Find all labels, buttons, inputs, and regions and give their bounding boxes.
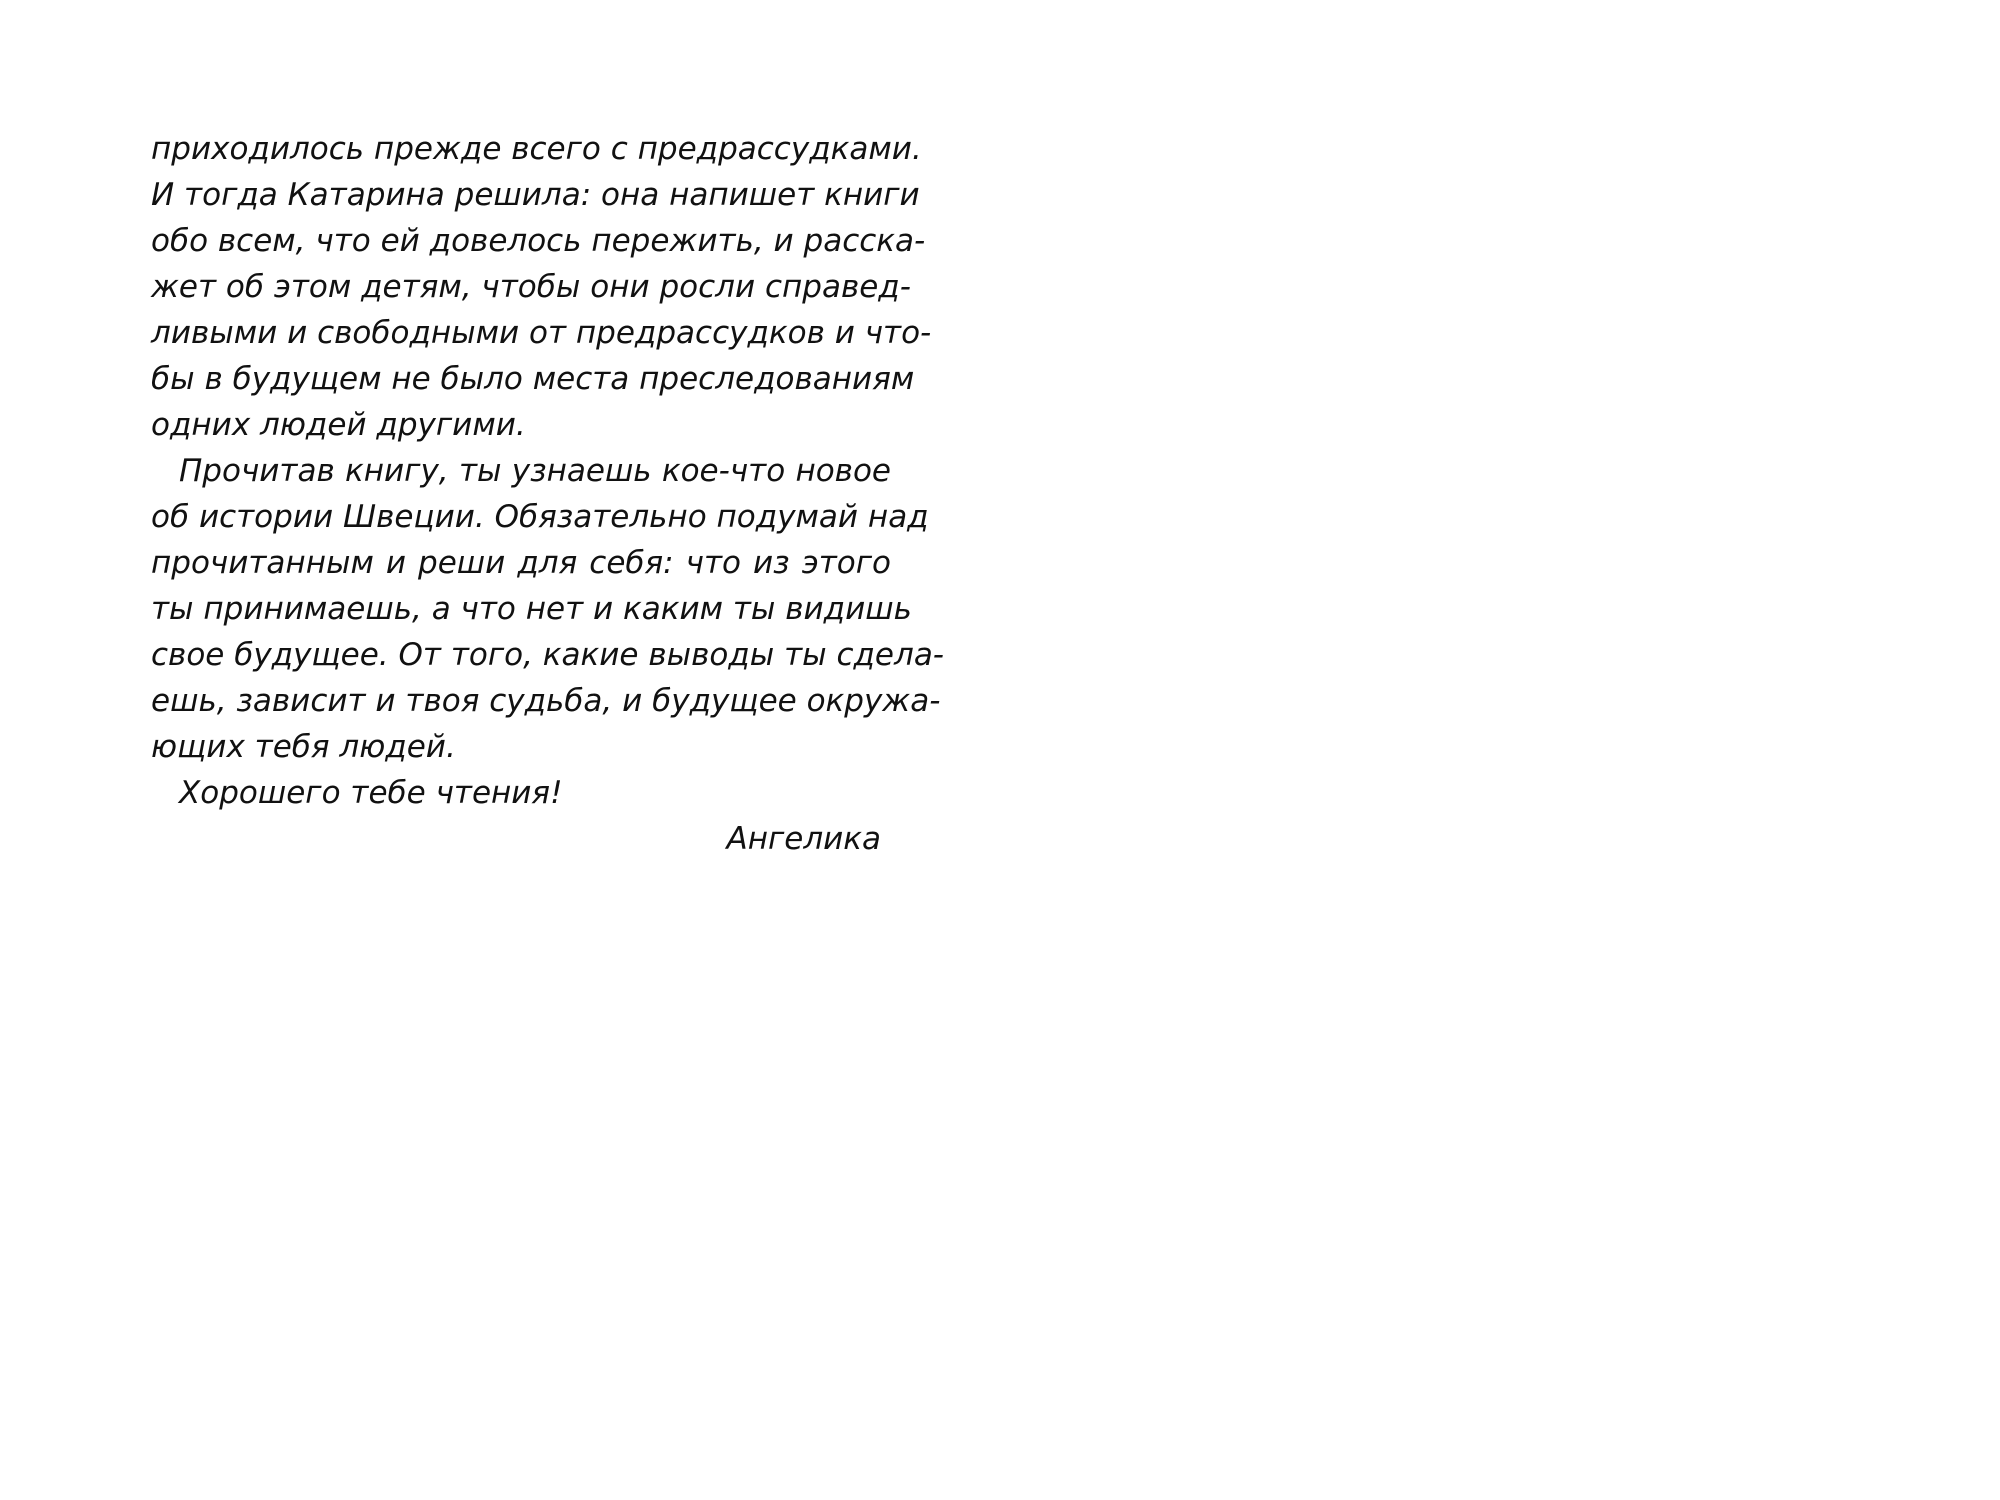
text-line: приходилось прежде всего с предрассудками.	[151, 131, 922, 167]
page-text	[151, 126, 944, 862]
text-line: обо всем, что ей довелось пережить, и расска-	[151, 223, 926, 259]
text-line: жет об этом детям, чтобы они росли справед-	[151, 269, 911, 305]
text-line: ты принимаешь, а что нет и каким ты видишь	[151, 591, 912, 627]
paragraph-1	[151, 126, 932, 448]
text-line: Прочитав книгу, ты узнаешь кое-что новое	[179, 453, 891, 489]
text-line: ешь, зависит и твоя судьба, и будущее окружа-	[151, 683, 941, 719]
text-line: бы в будущем не было места преследованиям	[151, 361, 915, 397]
closing-line: Хорошего тебе чтения!	[179, 775, 563, 811]
text-line: ливыми и свободными от предрассудков и что-	[151, 315, 932, 351]
text-line: И тогда Катарина решила: она напишет книги	[151, 177, 920, 213]
text-line: ющих тебя людей.	[151, 729, 456, 765]
text-line: прочитанным и реши для себя: что из этого	[151, 545, 891, 581]
text-line: одних людей другими.	[151, 407, 526, 443]
signature: Ангелика	[726, 821, 881, 857]
text-line: об истории Швеции. Обязательно подумай над	[151, 499, 929, 535]
text-line: свое будущее. От того, какие выводы ты сдела-	[151, 637, 944, 673]
paragraph-2	[151, 448, 944, 770]
